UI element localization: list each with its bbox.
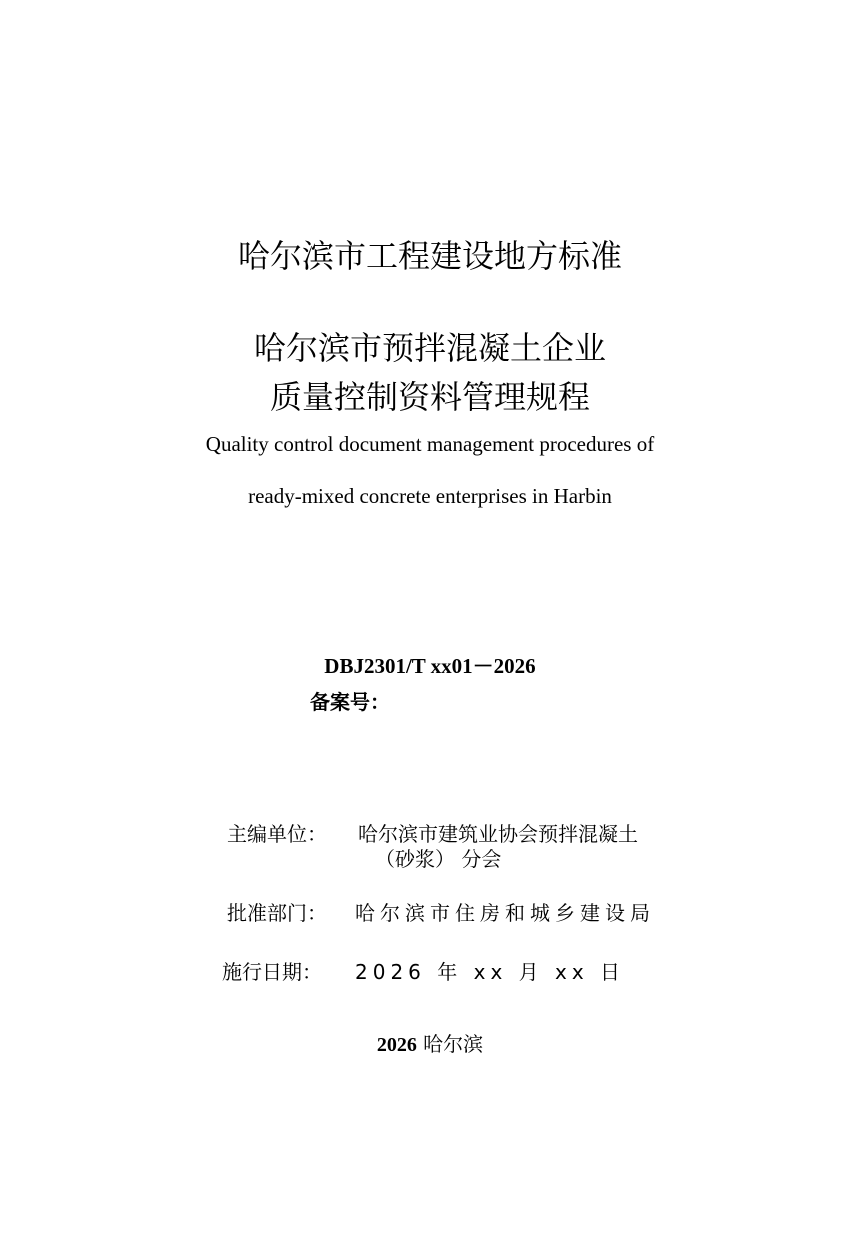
filing-number-label: 备案号： xyxy=(310,690,390,714)
effective-date-label: 施行日期： xyxy=(222,960,322,984)
document-title-en-line1: Quality control document management procedures of xyxy=(205,432,655,456)
chief-editor-value-line2: （砂浆） 分会 xyxy=(375,847,502,871)
document-title-cn-line2: 质量控制资料管理规程 xyxy=(269,378,590,416)
publication-year: 2026 xyxy=(376,1034,417,1056)
publication-city: 哈尔滨 xyxy=(423,1032,484,1056)
effective-date-value: 2026 年 xx 月 xx 日 xyxy=(355,960,626,984)
chief-editor-label: 主编单位： xyxy=(227,822,327,846)
publication-footer xyxy=(0,1028,860,1057)
standard-code: DBJ2301/T xx01－2026 xyxy=(324,654,536,678)
document-title-en-line2: ready-mixed concrete enterprises in Harbin xyxy=(248,484,612,508)
approving-department-label: 批准部门： xyxy=(227,901,327,925)
approving-department-value: 哈尔滨市住房和城乡建设局 xyxy=(355,901,655,925)
standard-category-title: 哈尔滨市工程建设地方标准 xyxy=(237,237,622,275)
document-title-cn-line1: 哈尔滨市预拌混凝土企业 xyxy=(253,329,606,367)
chief-editor-value-line1: 哈尔滨市建筑业协会预拌混凝土 xyxy=(358,822,638,846)
